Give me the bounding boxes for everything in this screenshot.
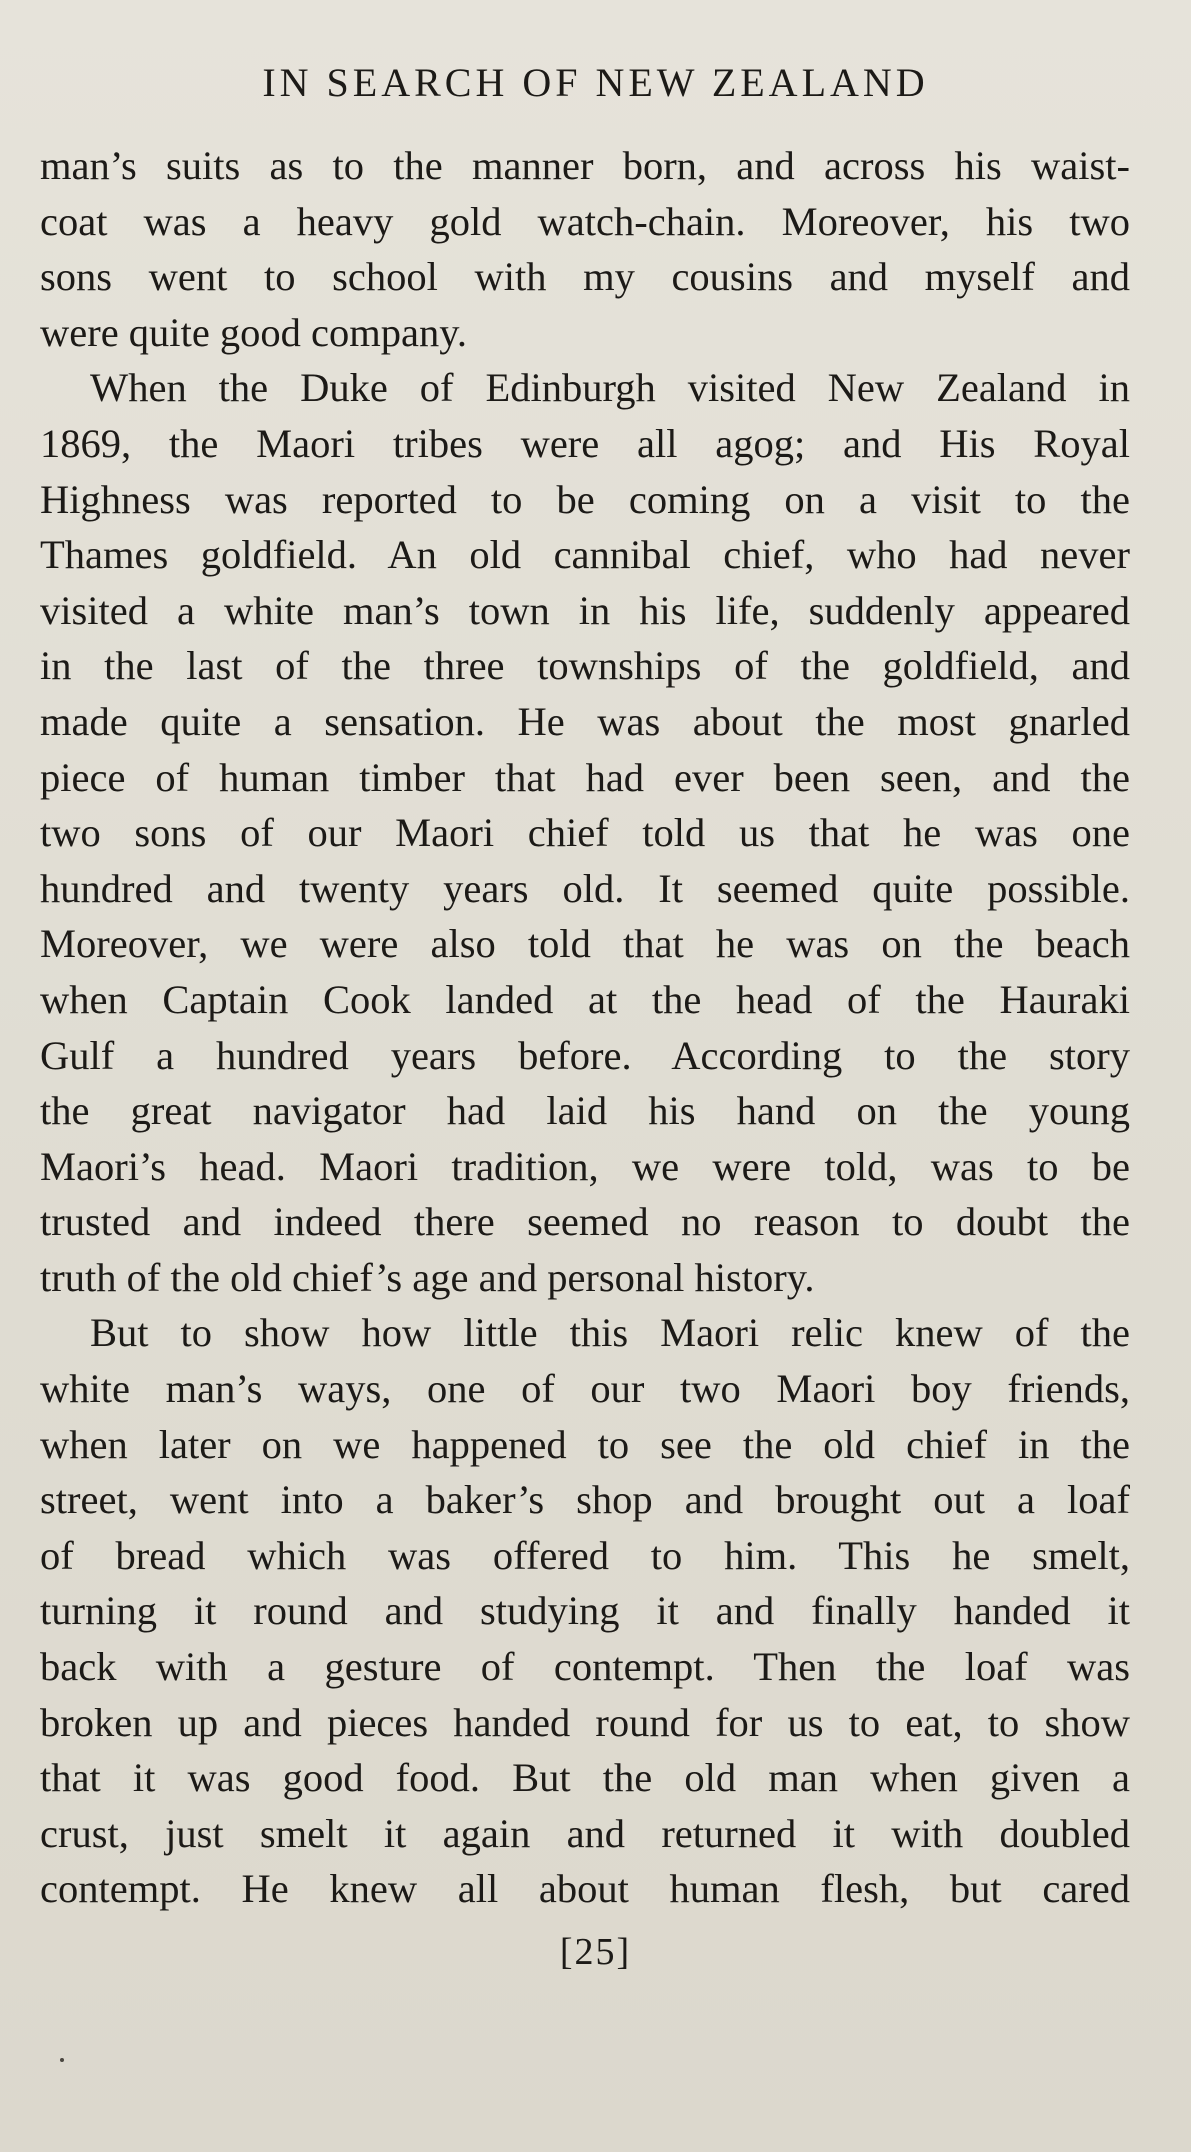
text-line: white man’s ways, one of our two Maori boy friends, (40, 1366, 1130, 1412)
text-line: turning it round and studying it and finally handed it (40, 1588, 1130, 1634)
text-line: truth of the old chief’s age and personal history. (40, 1254, 815, 1300)
text-line: trusted and indeed there seemed no reason to doubt the (40, 1199, 1130, 1245)
text-line: broken up and pieces handed round for us to eat, to show (40, 1699, 1130, 1745)
text-line: Highness was reported to be coming on a visit to the (40, 476, 1130, 522)
text-line: sons went to school with my cousins and myself and (40, 254, 1130, 300)
text-line: But to show how little this Maori relic knew of the (90, 1310, 1130, 1356)
text-line: two sons of our Maori chief told us that he was one (40, 810, 1130, 856)
text-line: back with a gesture of contempt. Then the loaf was (40, 1644, 1130, 1690)
text-line: man’s suits as to the manner born, and across his waist- (40, 143, 1130, 188)
paper-speck (60, 2058, 64, 2062)
running-head: IN SEARCH OF NEW ZEALAND (262, 60, 929, 105)
text-line: the great navigator had laid his hand on the young (40, 1088, 1130, 1134)
text-line: when later on we happened to see the old chief in the (40, 1421, 1130, 1467)
text-line: when Captain Cook landed at the head of the Hauraki (40, 976, 1130, 1022)
text-line: Maori’s head. Maori tradition, we were told, was to be (40, 1143, 1130, 1189)
text-line: made quite a sensation. He was about the most gnarled (40, 698, 1130, 744)
text-line: Gulf a hundred years before. According to the story (40, 1032, 1130, 1078)
text-line: 1869, the Maori tribes were all agog; and His Royal (40, 420, 1130, 466)
text-line: in the last of the three townships of the goldfield, and (40, 643, 1130, 689)
text-line: hundred and twenty years old. It seemed quite possible. (40, 865, 1130, 911)
text-line: visited a white man’s town in his life, suddenly appeared (40, 587, 1130, 633)
text-line: When the Duke of Edinburgh visited New Zealand in (90, 365, 1130, 411)
text-line: piece of human timber that had ever been seen, and the (40, 754, 1130, 800)
text-line: street, went into a baker’s shop and brought out a loaf (40, 1477, 1130, 1523)
text-line: coat was a heavy gold watch-chain. Moreover, his two (40, 198, 1130, 244)
text-line: were quite good company. (40, 309, 467, 355)
text-line: Moreover, we were also told that he was on the beach (40, 921, 1130, 967)
text-line: of bread which was offered to him. This he smelt, (40, 1532, 1130, 1578)
text-line: crust, just smelt it again and returned it with doubled (40, 1810, 1130, 1856)
body-text (40, 138, 1130, 1917)
text-line: Thames goldfield. An old cannibal chief, who had never (40, 532, 1130, 578)
text-line: that it was good food. But the old man when given a (40, 1755, 1130, 1801)
text-line: contempt. He knew all about human flesh, but cared (40, 1866, 1130, 1912)
page-number: [25] (559, 1931, 632, 1973)
